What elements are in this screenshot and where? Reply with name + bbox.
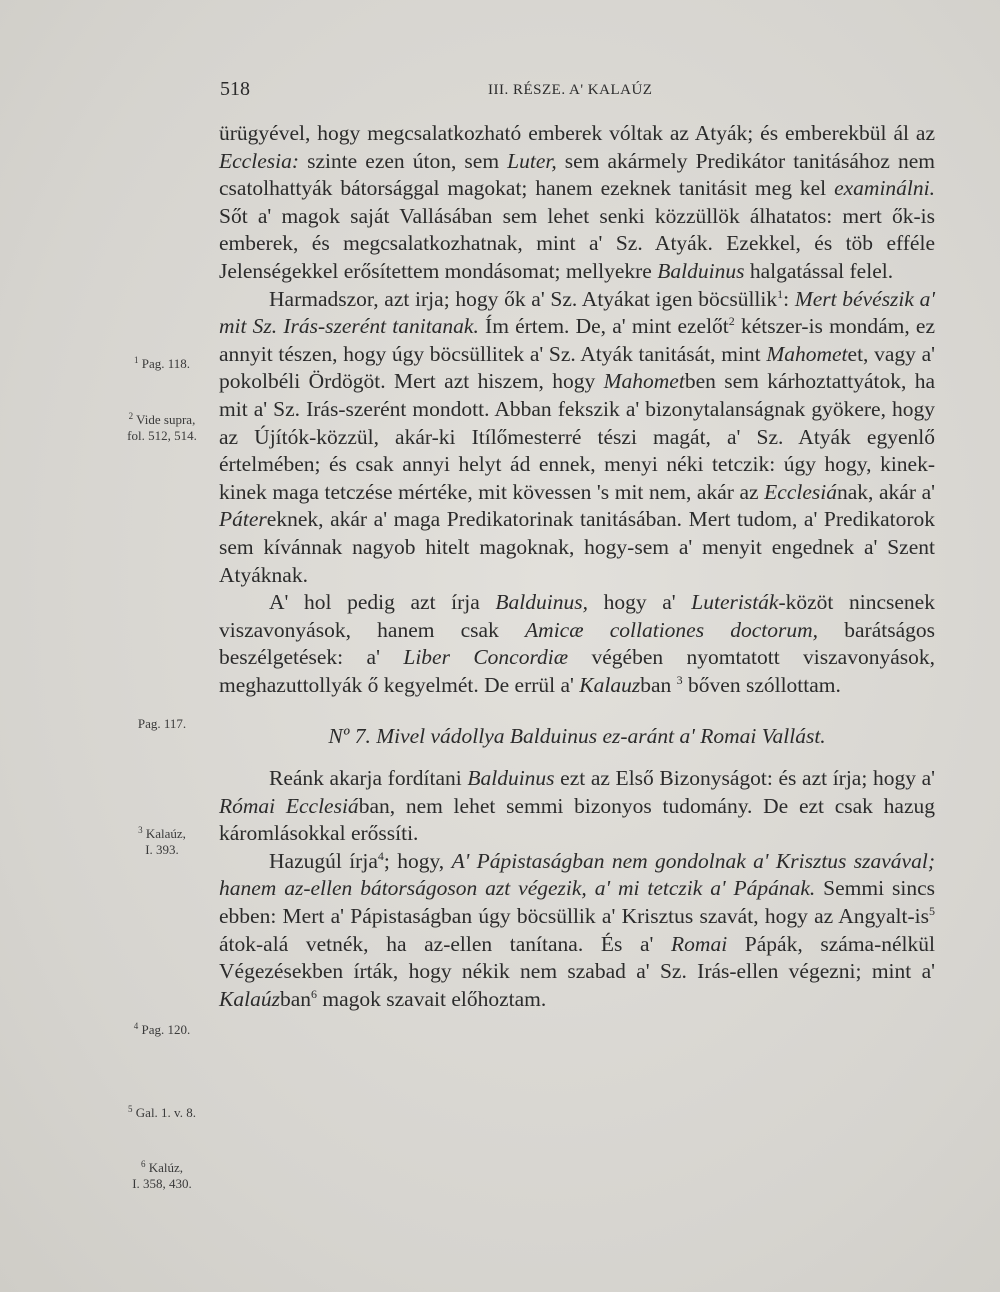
margin-note-6: $^5$ Gal. 1. v. 8. — [128, 1104, 196, 1120]
margin-note-2: $^2$ Vide supra, fol. 512, 514. — [127, 411, 197, 443]
margin-note-7: $^6$ Kalúz, I. 358, 430. — [132, 1159, 192, 1191]
paragraph-1: ürügyével, hogy megcsalatkozható emberek vóltak az Atyák; és emberekbül ál az Ecclesia: szinte ezen úton, sem Luter, sem akármely Predikátor tanitásához nem csatolhattyák bátorsággal magokat; hanem ezeknek tanitásit meg kel examinálni. Sőt a' magok saját Vallásában sem lehet senki közzüllök álhatatos: mert ők-is emberek, és megcsalatkozhatnak, mint a' Sz. Atyák. Ezekkel, és töb efféle Jelenségekkel erősítettem mondásomat; mellyekre Balduinus halgatással felel. — [219, 121, 936, 283]
body-text — [219, 120, 935, 1013]
paragraph-2: Harmadszor, azt irja; hogy ők a' Sz. Atyákat igen böcsüllik$^1$: Mert bévészik a' mit Sz. Irás-szerént tanitanak. Ím értem. De, a' mint ezelőt$^2$ kétszer-is mondám, ez annyit tészen, hogy úgy böcsüllitek a' Sz. Atyák tanitását, mint Mahometet, vagy a' pokolbéli Ördögöt. Mert azt hiszem, hogy Mahometben sem kárhoztattyátok, ha mit a' Sz. Irás-szerént mondott. Abban fekszik a' bizonytalanságnak gyökere, hogy az Újítók-közzül, akár-ki Itílőmesterré tészi magát, a' Sz. Atyák egyenlő értelmében; és csak annyi helyt ád ennek, menyi néki tetczik: úgy hogy, kinek-kinek maga tetczése mértéke, mit kövessen 's mit nem, akár az Ecclesiának, akár a' Pátereknek, akár a' maga Predikatorinak tanitásában. Mert tudom, a' Predikatorok sem kívánnak nagyob hitelt magoknak, hogy-sem a' menyit engednek a' Szent Atyáknak. — [219, 286, 935, 587]
paragraph-4: Reánk akarja fordítani Balduinus ezt az Első Bizonyságot: és azt írja; hogy a' Római Ecclesiában, nem lehet semmi bizonyos tudomány. De ezt csak hazug káromlásokkal erőssíti. — [219, 766, 935, 846]
section-heading: Nº 7. Mivel vádollya Balduinus ez-aránt a' Romai Vallást. — [328, 724, 826, 749]
margin-note-4: $^3$ Kalaúz, I. 393. — [138, 825, 186, 857]
page-header — [220, 78, 940, 106]
margin-note-3: Pag. 117. — [137, 716, 187, 731]
running-head: III. RÉSZE. A' KALAÚZ — [488, 82, 653, 98]
paragraph-5: Hazugúl írja$^4$; hogy, A' Pápistaságban nem gondolnak a' Krisztus szavával; hanem az-ellen bátorságoson azt végezik, a' mi tetczik a' Pápának. Semmi sincs ebben: Mert a' Pápistaságban úgy böcsüllik a' Krisztus szavát, hogy az Angyalt-$is^5$ átok-alá vetnék, ha az-ellen tanítana. És a' Romai Pápák, száma-nélkül Végezésekben írták, hogy nékik nem szabad a' Sz. Irás-ellen végezni; mint a' Kalaúzban$^6$ magok szavait előhoztam. — [219, 848, 936, 1011]
margin-note-5: $^4$ Pag. 120. — [133, 1021, 191, 1037]
paragraph-3: A' hol pedig azt írja Balduinus, hogy a' Luteristák-közöt nincsenek viszavonyások, hanem csak Amicæ collationes doctorum, barátságos beszélgetések: a' Liber Concordiæ végében nyomtatott viszavonyások, meghazuttollyák ő kegyelmét. De errül a' Kalauzban $^3$ bőven szóllottam. — [219, 590, 936, 697]
page-number: 518 — [220, 78, 250, 100]
margin-note-1: $^1$ Pag. 118. — [133, 355, 191, 371]
